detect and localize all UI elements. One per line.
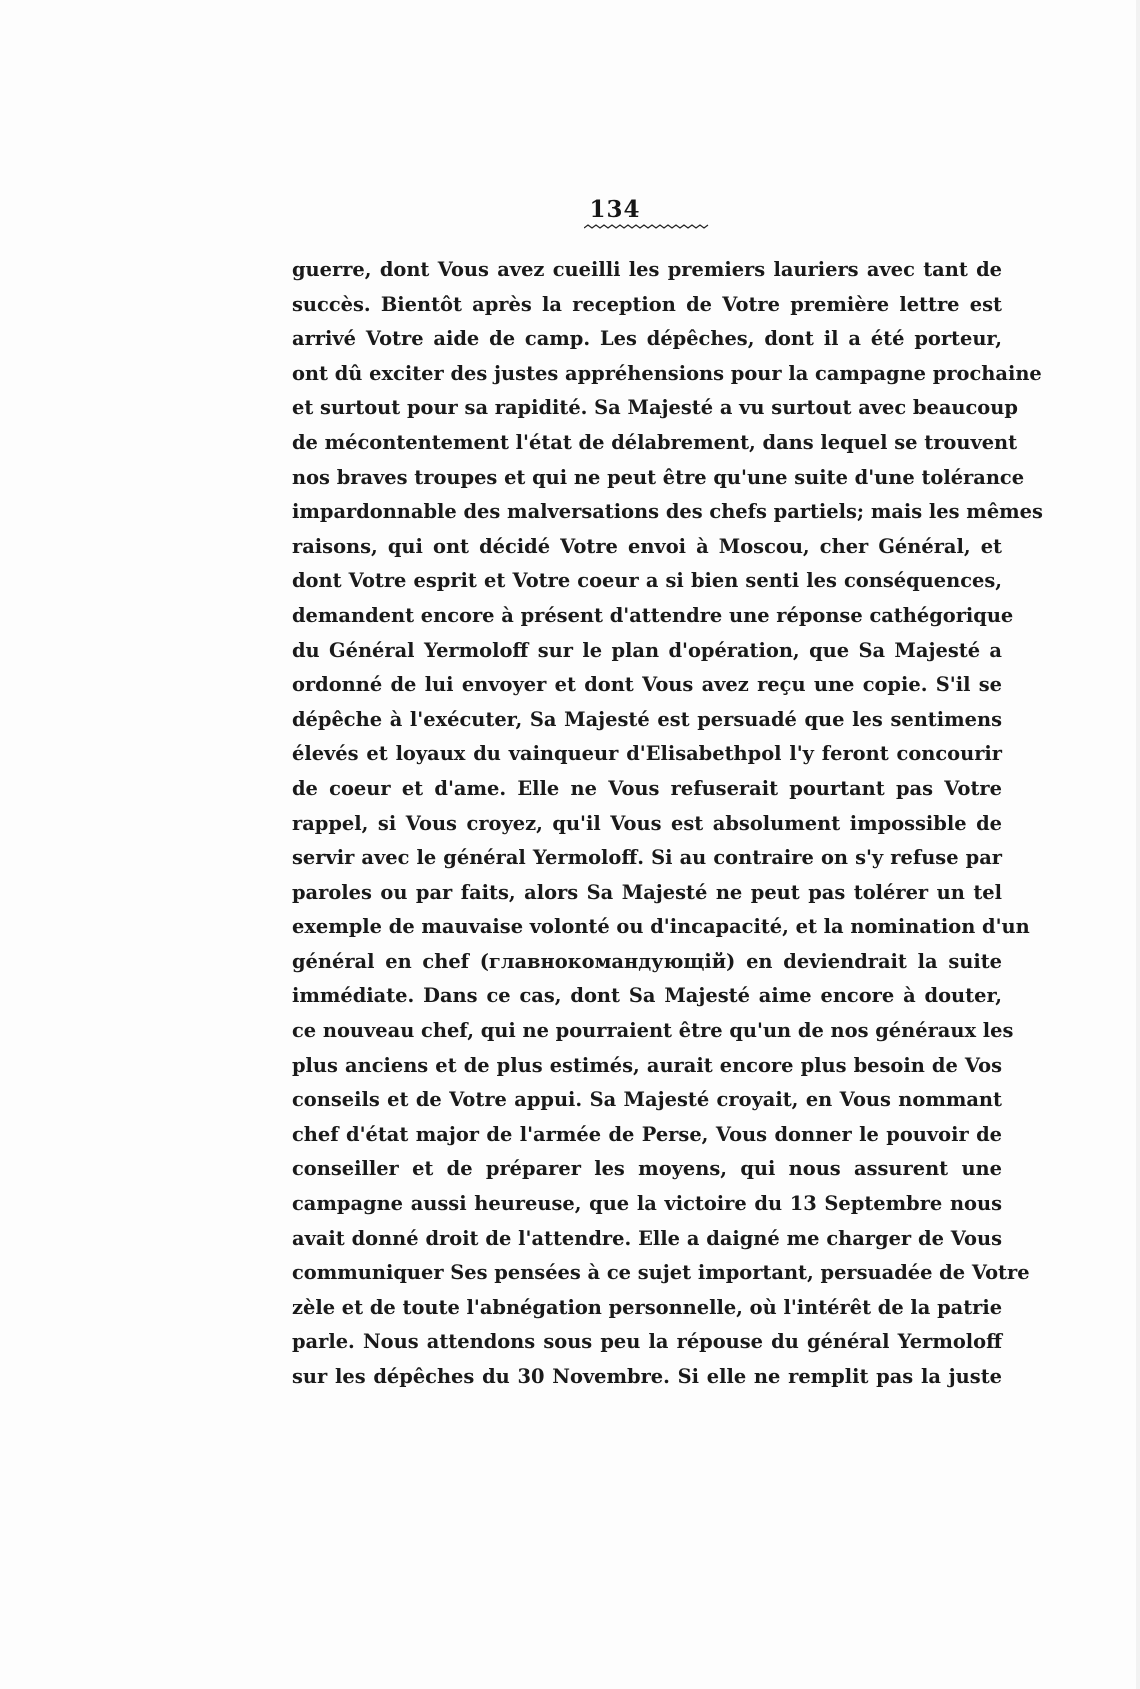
text-line: conseils et de Votre appui. Sa Majesté croyait, en Vous nommant xyxy=(292,1088,1002,1112)
text-line: arrivé Votre aide de camp. Les dépêches, dont il a été porteur, xyxy=(292,327,1002,351)
text-line: immédiate. Dans ce cas, dont Sa Majesté aime encore à douter, xyxy=(292,984,1002,1008)
text-line: sur les dépêches du 30 Novembre. Si elle ne remplit pas la juste xyxy=(292,1365,1002,1388)
text-line: succès. Bientôt après la reception de Votre première lettre est xyxy=(292,292,1002,316)
text-line: plus anciens et de plus estimés, aurait encore plus besoin de Vos xyxy=(292,1053,1002,1077)
text-line: conseiller et de préparer les moyens, qui nous assurent une xyxy=(292,1157,1002,1181)
text-line: rappel, si Vous croyez, qu'il Vous est absolument impossible de xyxy=(292,811,1002,835)
page-edge-shadow xyxy=(1136,0,1140,1689)
text-line: campagne aussi heureuse, que la victoire du 13 Septembre nous xyxy=(292,1192,1002,1216)
text-line: dont Votre esprit et Votre coeur a si bien senti les conséquences, xyxy=(292,569,1002,593)
text-line: paroles ou par faits, alors Sa Majesté ne peut pas tolérer un tel xyxy=(292,880,1002,904)
text-line: impardonnable des malversations des chefs partiels; mais les mêmes xyxy=(292,500,1043,524)
text-line: ont dû exciter des justes appréhensions pour la campagne prochaine xyxy=(292,361,1042,385)
text-line: de mécontentement l'état de délabrement, dans lequel se trouvent xyxy=(292,430,1018,454)
text-line: servir avec le général Yermoloff. Si au contraire on s'y refuse par xyxy=(292,846,1002,870)
text-line: demandent encore à présent d'attendre une réponse cathégorique xyxy=(292,603,1014,627)
text-line: dépêche à l'exécuter, Sa Majesté est persuadé que les sentimens xyxy=(292,707,1002,731)
text-line: avait donné droit de l'attendre. Elle a daigné me charger de Vous xyxy=(292,1226,1002,1250)
text-line: général en chef (главнокомандующій) en deviendrait la suite xyxy=(292,949,1002,973)
page-number: 134 xyxy=(589,196,641,223)
text-line: communiquer Ses pensées à ce sujet important, persuadée de Votre xyxy=(292,1261,1030,1285)
text-line: parle. Nous attendons sous peu la répouse du général Yermoloff xyxy=(292,1330,1002,1354)
text-line: nos braves troupes et qui ne peut être qu'une suite d'une tolérance xyxy=(292,465,1025,489)
body-text xyxy=(292,253,1043,1395)
text-line: élevés et loyaux du vainqueur d'Elisabethpol l'y feront concourir xyxy=(292,742,1002,766)
text-line: ce nouveau chef, qui ne pourraient être qu'un de nos généraux les xyxy=(292,1019,1014,1043)
text-line: exemple de mauvaise volonté ou d'incapacité, et la nomination d'un xyxy=(292,915,1030,939)
text-line: chef d'état major de l'armée de Perse, Vous donner le pouvoir de xyxy=(292,1122,1002,1146)
text-line: ordonné de lui envoyer et dont Vous avez reçu une copie. S'il se xyxy=(292,673,1002,697)
text-line: guerre, dont Vous avez cueilli les premiers lauriers avec tant de xyxy=(292,258,1002,281)
text-line: du Général Yermoloff sur le plan d'opération, que Sa Majesté a xyxy=(292,638,1002,662)
text-line: zèle et de toute l'abnégation personnelle, où l'intérêt de la patrie xyxy=(292,1295,1003,1319)
page-number-ornament xyxy=(584,224,710,232)
text-line: de coeur et d'ame. Elle ne Vous refuserait pourtant pas Votre xyxy=(292,776,1002,800)
text-line: raisons, qui ont décidé Votre envoi à Moscou, cher Général, et xyxy=(292,534,1002,558)
text-line: et surtout pour sa rapidité. Sa Majesté a vu surtout avec beaucoup xyxy=(292,396,1018,420)
